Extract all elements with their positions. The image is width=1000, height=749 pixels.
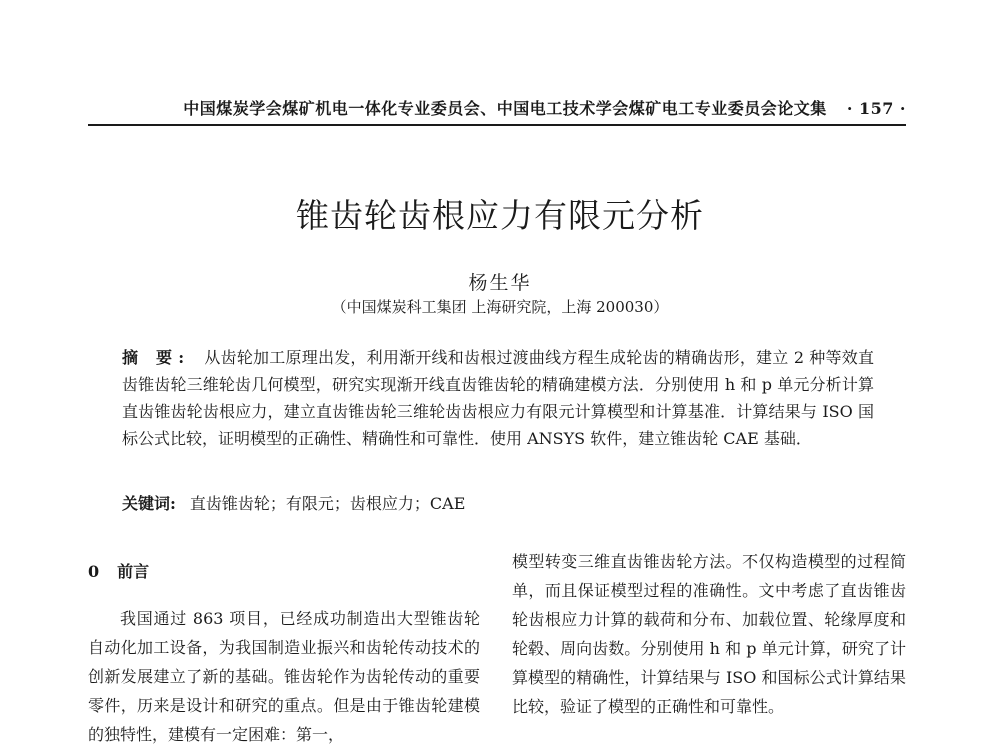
paper-affiliation: （中国煤炭科工集团 上海研究院，上海 200030） <box>331 298 669 316</box>
abstract-label: 摘 要: <box>122 348 191 367</box>
right-column <box>512 547 906 721</box>
keywords-label: 关键词: <box>122 494 176 513</box>
running-header <box>88 96 906 119</box>
paper-author: 杨生华 <box>468 272 532 294</box>
running-header-title: 中国煤炭学会煤矿机电一体化专业委员会、中国电工技术学会煤矿电工专业委员会论文集 <box>183 99 827 118</box>
abstract <box>122 344 874 452</box>
intro-paragraph: 我国通过 863 项目，已经成功制造出大型锥齿轮自动化加工设备，为我国制造业振兴和齿轮传动技术的创新发展建立了新的基础。锥齿轮作为齿轮传动的重要零件，历来是设计和研究的重点。但是由于锥齿轮建模的独特性，建模有一定困难：第一， <box>88 609 480 744</box>
section-number: 0 <box>88 562 100 581</box>
section-title: 前言 <box>117 562 150 581</box>
left-column <box>88 560 480 749</box>
header-rule <box>88 124 906 126</box>
paper-title: 锥齿轮齿根应力有限元分析 <box>296 196 704 235</box>
right-column-paragraph: 模型转变三维直齿锥齿轮方法。不仅构造模型的过程简单，而且保证模型过程的准确性。文中考虑了直齿锥齿轮齿根应力计算的载荷和分布、加载位置、轮缘厚度和轮毂、周向齿数。分别使用 h 和 p 单元计算，研究了计算模型的精确性，计算结果与 ISO 和国标公式计算结果比较，验证了模型的正确性和可靠性。 <box>512 552 906 716</box>
keywords-text: 直齿锥齿轮；有限元；齿根应力；CAE <box>189 494 466 513</box>
keywords <box>122 492 874 516</box>
section-heading <box>88 560 480 584</box>
abstract-text: 从齿轮加工原理出发，利用渐开线和齿根过渡曲线方程生成轮齿的精确齿形，建立 2 种等效直齿锥齿轮三维轮齿几何模型，研究实现渐开线直齿锥齿轮的精确建模方法．分别使用 h 和 p 单元分析计算直齿锥齿轮齿根应力，建立直齿锥齿轮三维轮齿齿根应力有限元计算模型和计算基准．计算结果与 ISO 国标公式比较，证明模型的正确性、精确性和可靠性．使用 ANSYS 软件，建立锥齿轮 CAE 基础． <box>122 348 874 448</box>
page-number: · 157 · <box>846 99 906 118</box>
